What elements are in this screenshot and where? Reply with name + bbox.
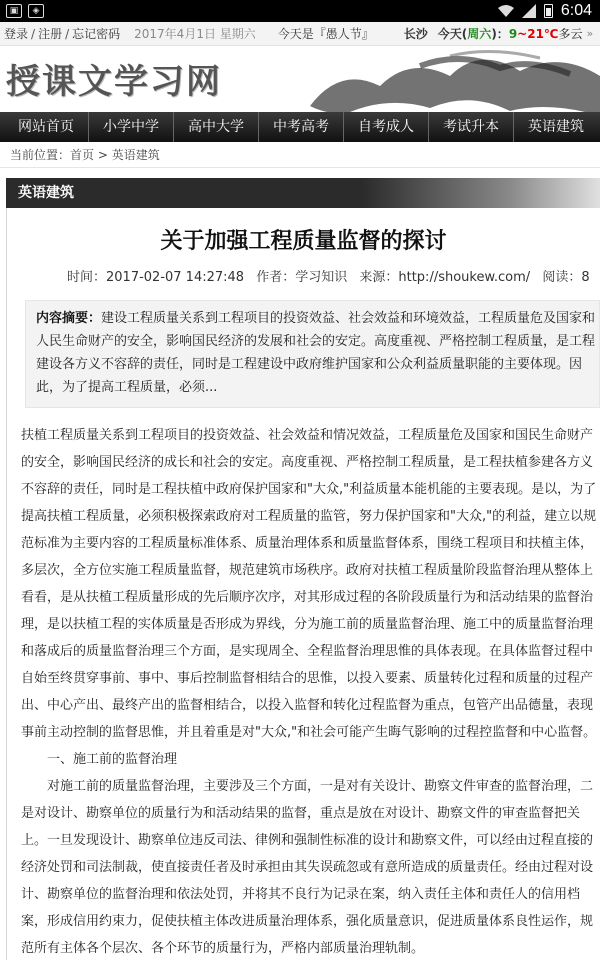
article-paragraph: 对施工前的质量监督治理，主要涉及三个方面，一是对有关设计、勘察文件审查的监督治理，二是对设计、勘察单位的质量行为和活动结果的监督，重点是放在对设计、勘察文件的审查监督把关上。一旦发现设计、勘察单位违反司法、律例和强制性标准的设计和勘察文件，可以经由过程直接的经济处罚和司法制裁，使直接责任者及时承担由其失误疏忽或有意所造成的质量责任。经由过程对设计、勘察单位的监督治理和依法处罚，并将其不良行为记录在案，纳入责任主体和责任人的信用档案，形成信用约束力，促使扶植主体改进质量治理体系，强化质量意识，促进质量体系良性运作，规范所有主体各个层次、各个环节的质量行为，严格内部质量治理轨制。 — [21, 779, 594, 956]
system-icons — [498, 2, 592, 20]
android-status-bar — [0, 0, 600, 22]
weather-today-label: 今天( — [437, 27, 468, 41]
weather-condition: 多云 — [558, 27, 583, 41]
article-summary — [25, 300, 600, 408]
breadcrumb-label: 当前位置： — [10, 148, 71, 162]
ink-landscape-banner — [270, 46, 600, 112]
nav-home[interactable]: 网站首页 — [0, 112, 89, 142]
wifi-icon — [498, 4, 514, 18]
temp-low: 9 — [508, 26, 518, 41]
breadcrumb-home-link[interactable]: 首页 — [70, 148, 95, 162]
article-time: 时间：2017-02-07 14:27:48 — [67, 270, 245, 285]
top-info-bar — [0, 22, 600, 46]
signal-icon — [522, 4, 536, 18]
status-time: 6:04 — [560, 2, 592, 19]
article-meta — [7, 266, 600, 292]
article-source: 来源：http://shoukew.com/ — [359, 270, 531, 285]
section-title: 英语建筑 — [18, 185, 74, 201]
weather-weekday: 周六 — [467, 27, 492, 41]
temp-high: 21℃ — [527, 26, 559, 41]
main-nav — [0, 112, 600, 142]
site-header — [0, 46, 600, 112]
article — [6, 208, 600, 960]
article-reads: 阅读：8 — [542, 270, 590, 285]
image-notification-icon: ▣ — [6, 4, 22, 18]
login-link[interactable]: 登录 — [4, 27, 29, 41]
nav-english-construction[interactable]: 英语建筑 — [528, 119, 584, 135]
nav-upgrade[interactable]: 考试升本 — [429, 112, 514, 142]
section-header — [6, 178, 600, 208]
separator: / — [65, 26, 70, 41]
breadcrumb — [0, 142, 600, 168]
register-link[interactable]: 注册 — [38, 27, 63, 41]
article-title: 关于加强工程质量监督的探讨 — [160, 229, 447, 254]
nav-self-study[interactable]: 自考成人 — [344, 112, 429, 142]
article-body — [7, 408, 600, 960]
current-date: 2017年4月1日 星期六 — [134, 27, 256, 41]
nav-exams[interactable]: 中考高考 — [259, 112, 344, 142]
breadcrumb-separator: > — [97, 148, 108, 162]
battery-icon — [544, 4, 553, 18]
forgot-password-link[interactable]: 忘记密码 — [72, 27, 121, 41]
double-chevron-right-icon[interactable]: » — [586, 27, 594, 40]
nav-high-college[interactable]: 高中大学 — [174, 112, 259, 142]
site-logo[interactable]: 授课文学习网 — [6, 62, 222, 102]
separator: / — [31, 26, 36, 41]
holiday-text: 今天是『愚人节』 — [277, 27, 374, 41]
weather-city[interactable]: 长沙 — [403, 27, 428, 41]
article-paragraph: 扶植工程质量关系到工程项目的投资效益、社会效益和情况效益，工程质量危及国家和国民生命财产的安全，影响国民经济的成长和社会的安定。高度重视、严格控制工程质量，是工程扶植参建各方义不容辞的责任，同时是工程扶植中政府保护国家和"大众,"利益质量本能机能的主要表现。是以，为了提高扶植工程质量，必须积极探索政府对工程质量的监管，努力保护国家和"大众,"的利益，建立以规范标准为主要内容的工程质量标准体系、质量治理体系和质量监督体系，围绕工程项目和扶植主体，多层次，全方位实施工程质量监督，规范建筑市场秩序。政府对扶植工程质量阶段监督治理从整体上看看，是从扶植工程质量形成的先后顺序次序，对其形成过程的各阶段质量行为和活动结果的监督治理，是以扶植工程的实体质量是否形成为界线，分为施工前的质量监督治理、施工中的质量监督治理和落成后的质量监督治理三个方面，是实现周全、全程监督治理思惟的具体表现。在具体监督过程中自始至终贯穿事前、事中、事后控制监督相结合的思惟，以投入要素、质量转化过程和质量的过程产出、中心产出、最终产出的监督相结合，以投入监督和转化过程监督为重点，包管产出品德量，表现事前主动控制的监督思惟，并且着重是对"大众,"和社会可能产生晦气影响的过程控监督和中心监督。 — [21, 428, 597, 740]
breadcrumb-current-link[interactable]: 英语建筑 — [111, 148, 160, 162]
summary-label: 内容摘要： — [36, 311, 102, 326]
weather-today-close: )： — [491, 27, 509, 41]
article-subheading: 一、施工前的监督治理 — [47, 752, 178, 767]
nav-primary-middle[interactable]: 小学中学 — [89, 112, 174, 142]
shield-notification-icon: ◈ — [28, 4, 44, 18]
temp-sep: ~ — [517, 26, 528, 41]
notification-icons — [6, 4, 44, 18]
summary-text: 建设工程质量关系到工程项目的投资效益、社会效益和环境效益，工程质量危及国家和人民生命财产的安全，影响国民经济的发展和社会的安定。高度重视、严格控制工程质量，是工程建设各方义不容辞的责任，同时是工程建设中政府维护国家和公众利益质量职能的主要体现。因此，为了提高工程质量，必须... — [36, 311, 596, 395]
article-author: 作者：学习知识 — [256, 270, 348, 285]
